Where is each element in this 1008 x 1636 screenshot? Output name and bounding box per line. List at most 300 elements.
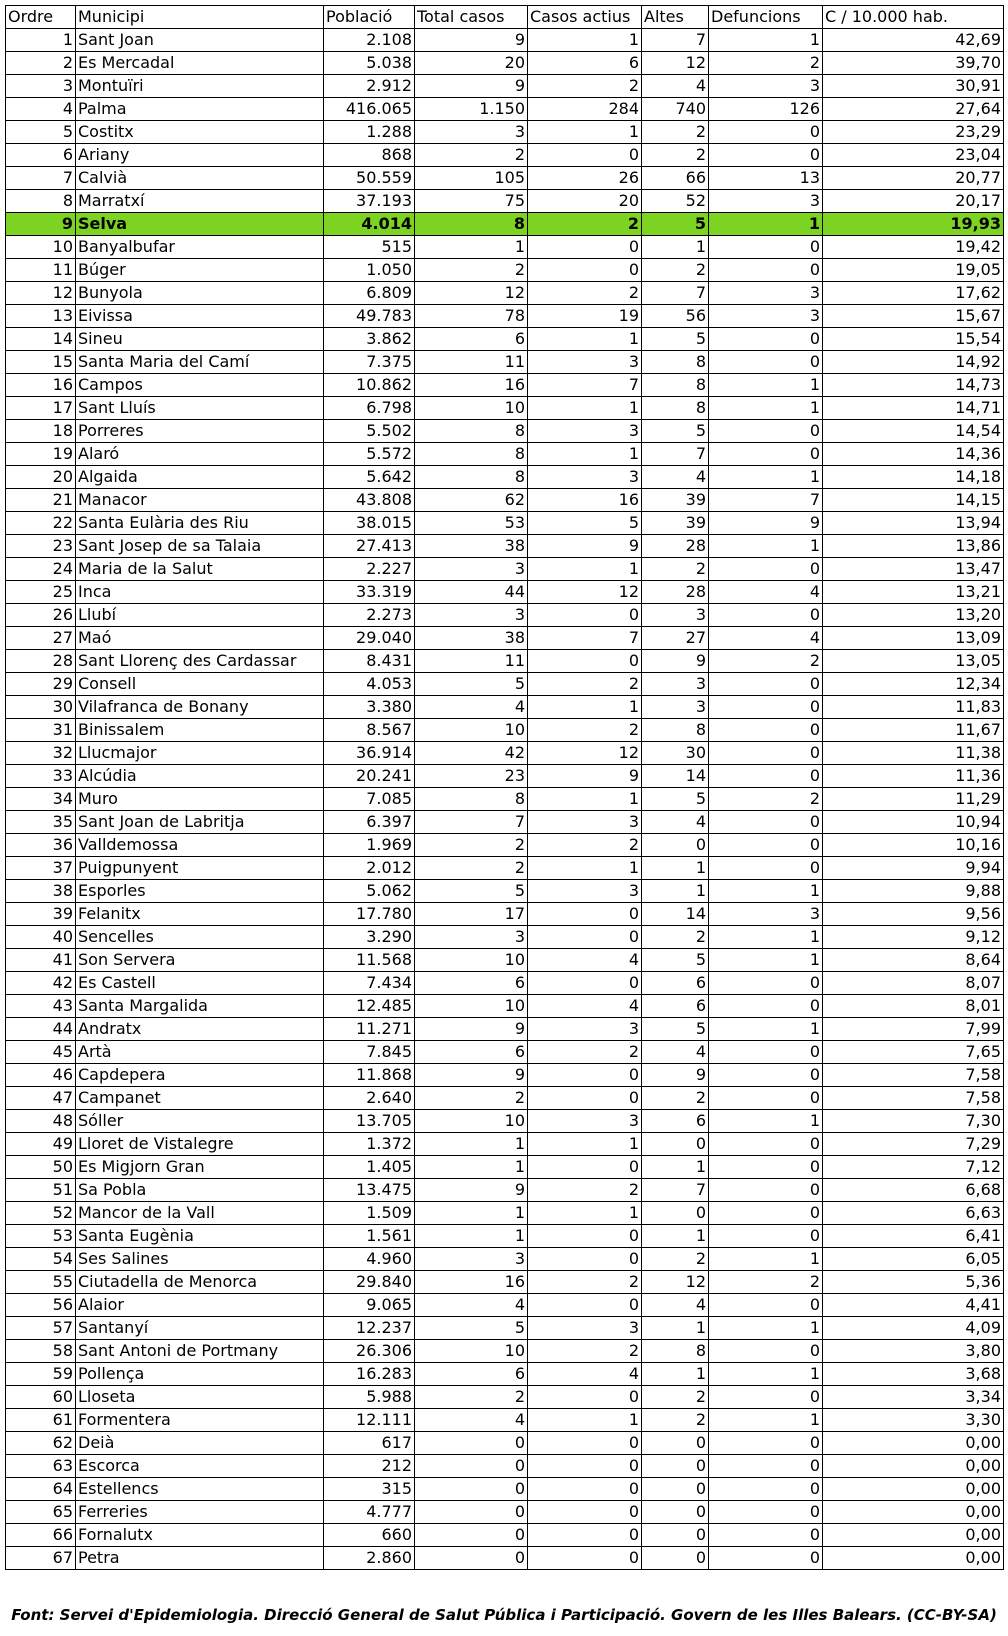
cell-altes: 740 bbox=[642, 98, 709, 121]
table-row bbox=[6, 1409, 1004, 1432]
cell-municipi: Santa Eulària des Riu bbox=[76, 512, 324, 535]
cell-ordre: 38 bbox=[6, 880, 76, 903]
cell-total-casos: 11 bbox=[415, 650, 528, 673]
cell-casos-actius: 0 bbox=[528, 903, 642, 926]
cell-total-casos: 2 bbox=[415, 834, 528, 857]
cell-total-casos: 9 bbox=[415, 75, 528, 98]
cell-poblacio: 1.372 bbox=[324, 1133, 415, 1156]
cell-defuncions: 2 bbox=[709, 788, 823, 811]
cell-altes: 66 bbox=[642, 167, 709, 190]
cell-poblacio: 6.397 bbox=[324, 811, 415, 834]
cell-altes: 27 bbox=[642, 627, 709, 650]
cell-altes: 7 bbox=[642, 29, 709, 52]
cell-casos-actius: 1 bbox=[528, 696, 642, 719]
cell-casos-actius: 2 bbox=[528, 834, 642, 857]
cell-municipi: Mancor de la Vall bbox=[76, 1202, 324, 1225]
cell-ordre: 40 bbox=[6, 926, 76, 949]
cell-rate: 14,54 bbox=[823, 420, 1004, 443]
cell-altes: 6 bbox=[642, 995, 709, 1018]
cell-municipi: Muro bbox=[76, 788, 324, 811]
cell-defuncions: 0 bbox=[709, 1386, 823, 1409]
cell-defuncions: 3 bbox=[709, 282, 823, 305]
cell-total-casos: 8 bbox=[415, 213, 528, 236]
cell-altes: 8 bbox=[642, 719, 709, 742]
cell-rate: 7,12 bbox=[823, 1156, 1004, 1179]
cell-poblacio: 20.241 bbox=[324, 765, 415, 788]
cell-rate: 14,18 bbox=[823, 466, 1004, 489]
cell-altes: 5 bbox=[642, 1018, 709, 1041]
cell-total-casos: 1.150 bbox=[415, 98, 528, 121]
cell-ordre: 21 bbox=[6, 489, 76, 512]
cell-poblacio: 1.405 bbox=[324, 1156, 415, 1179]
cell-rate: 20,17 bbox=[823, 190, 1004, 213]
cell-poblacio: 11.868 bbox=[324, 1064, 415, 1087]
cell-defuncions: 0 bbox=[709, 1478, 823, 1501]
cell-altes: 2 bbox=[642, 926, 709, 949]
cell-defuncions: 0 bbox=[709, 834, 823, 857]
cell-total-casos: 6 bbox=[415, 972, 528, 995]
cell-poblacio: 11.568 bbox=[324, 949, 415, 972]
cell-ordre: 41 bbox=[6, 949, 76, 972]
cell-casos-actius: 2 bbox=[528, 213, 642, 236]
cell-total-casos: 10 bbox=[415, 397, 528, 420]
cell-ordre: 2 bbox=[6, 52, 76, 75]
cell-poblacio: 1.288 bbox=[324, 121, 415, 144]
cell-altes: 14 bbox=[642, 765, 709, 788]
cell-poblacio: 10.862 bbox=[324, 374, 415, 397]
cell-municipi: Estellencs bbox=[76, 1478, 324, 1501]
cell-total-casos: 1 bbox=[415, 1225, 528, 1248]
cell-altes: 7 bbox=[642, 282, 709, 305]
cell-municipi: Manacor bbox=[76, 489, 324, 512]
table-row bbox=[6, 305, 1004, 328]
cell-altes: 0 bbox=[642, 1133, 709, 1156]
cell-defuncions: 2 bbox=[709, 1271, 823, 1294]
cell-defuncions: 0 bbox=[709, 1340, 823, 1363]
cell-casos-actius: 0 bbox=[528, 1547, 642, 1570]
cell-poblacio: 13.705 bbox=[324, 1110, 415, 1133]
cell-rate: 20,77 bbox=[823, 167, 1004, 190]
cell-altes: 5 bbox=[642, 788, 709, 811]
cell-rate: 9,88 bbox=[823, 880, 1004, 903]
cell-municipi: Deià bbox=[76, 1432, 324, 1455]
cell-poblacio: 660 bbox=[324, 1524, 415, 1547]
cell-poblacio: 16.283 bbox=[324, 1363, 415, 1386]
cell-total-casos: 8 bbox=[415, 443, 528, 466]
cell-altes: 28 bbox=[642, 535, 709, 558]
cell-casos-actius: 284 bbox=[528, 98, 642, 121]
cell-rate: 12,34 bbox=[823, 673, 1004, 696]
cell-municipi: Artà bbox=[76, 1041, 324, 1064]
cell-municipi: Es Castell bbox=[76, 972, 324, 995]
cell-casos-actius: 20 bbox=[528, 190, 642, 213]
cell-municipi: Santa Margalida bbox=[76, 995, 324, 1018]
cell-altes: 39 bbox=[642, 489, 709, 512]
cell-altes: 39 bbox=[642, 512, 709, 535]
cell-casos-actius: 7 bbox=[528, 374, 642, 397]
table-row bbox=[6, 834, 1004, 857]
cell-poblacio: 1.561 bbox=[324, 1225, 415, 1248]
cell-total-casos: 2 bbox=[415, 144, 528, 167]
cell-casos-actius: 3 bbox=[528, 1317, 642, 1340]
cell-rate: 3,80 bbox=[823, 1340, 1004, 1363]
cell-total-casos: 20 bbox=[415, 52, 528, 75]
cell-municipi: Sant Lluís bbox=[76, 397, 324, 420]
cell-total-casos: 3 bbox=[415, 121, 528, 144]
cell-casos-actius: 0 bbox=[528, 1386, 642, 1409]
cell-total-casos: 38 bbox=[415, 535, 528, 558]
table-row bbox=[6, 1271, 1004, 1294]
cell-casos-actius: 1 bbox=[528, 29, 642, 52]
cell-poblacio: 7.845 bbox=[324, 1041, 415, 1064]
municipality-cases-table bbox=[5, 5, 1004, 1570]
cell-ordre: 29 bbox=[6, 673, 76, 696]
cell-defuncions: 1 bbox=[709, 1248, 823, 1271]
cell-poblacio: 27.413 bbox=[324, 535, 415, 558]
cell-total-casos: 3 bbox=[415, 926, 528, 949]
cell-poblacio: 7.375 bbox=[324, 351, 415, 374]
cell-defuncions: 7 bbox=[709, 489, 823, 512]
cell-rate: 4,09 bbox=[823, 1317, 1004, 1340]
table-row bbox=[6, 1064, 1004, 1087]
cell-casos-actius: 2 bbox=[528, 673, 642, 696]
cell-total-casos: 75 bbox=[415, 190, 528, 213]
cell-poblacio: 1.050 bbox=[324, 259, 415, 282]
cell-defuncions: 0 bbox=[709, 696, 823, 719]
cell-municipi: Montuïri bbox=[76, 75, 324, 98]
cell-total-casos: 8 bbox=[415, 420, 528, 443]
cell-altes: 5 bbox=[642, 420, 709, 443]
cell-ordre: 33 bbox=[6, 765, 76, 788]
cell-casos-actius: 3 bbox=[528, 811, 642, 834]
cell-ordre: 27 bbox=[6, 627, 76, 650]
cell-defuncions: 1 bbox=[709, 1363, 823, 1386]
cell-poblacio: 12.111 bbox=[324, 1409, 415, 1432]
table-row bbox=[6, 236, 1004, 259]
cell-total-casos: 0 bbox=[415, 1547, 528, 1570]
cell-total-casos: 2 bbox=[415, 1386, 528, 1409]
cell-municipi: Formentera bbox=[76, 1409, 324, 1432]
cell-defuncions: 0 bbox=[709, 1501, 823, 1524]
cell-ordre: 44 bbox=[6, 1018, 76, 1041]
cell-casos-actius: 3 bbox=[528, 466, 642, 489]
cell-ordre: 66 bbox=[6, 1524, 76, 1547]
cell-total-casos: 8 bbox=[415, 466, 528, 489]
cell-casos-actius: 1 bbox=[528, 121, 642, 144]
cell-poblacio: 4.777 bbox=[324, 1501, 415, 1524]
cell-ordre: 11 bbox=[6, 259, 76, 282]
cell-rate: 39,70 bbox=[823, 52, 1004, 75]
cell-defuncions: 2 bbox=[709, 650, 823, 673]
cell-municipi: Porreres bbox=[76, 420, 324, 443]
cell-poblacio: 26.306 bbox=[324, 1340, 415, 1363]
cell-casos-actius: 0 bbox=[528, 1524, 642, 1547]
cell-altes: 1 bbox=[642, 1317, 709, 1340]
cell-defuncions: 0 bbox=[709, 236, 823, 259]
table-row bbox=[6, 144, 1004, 167]
table-row bbox=[6, 1294, 1004, 1317]
cell-altes: 4 bbox=[642, 1294, 709, 1317]
cell-municipi: Santa Maria del Camí bbox=[76, 351, 324, 374]
cell-defuncions: 0 bbox=[709, 995, 823, 1018]
cell-altes: 0 bbox=[642, 1501, 709, 1524]
cell-poblacio: 2.912 bbox=[324, 75, 415, 98]
cell-total-casos: 3 bbox=[415, 604, 528, 627]
cell-ordre: 34 bbox=[6, 788, 76, 811]
cell-municipi: Fornalutx bbox=[76, 1524, 324, 1547]
cell-poblacio: 2.640 bbox=[324, 1087, 415, 1110]
cell-altes: 1 bbox=[642, 857, 709, 880]
table-row bbox=[6, 788, 1004, 811]
cell-municipi: Santa Eugènia bbox=[76, 1225, 324, 1248]
cell-defuncions: 0 bbox=[709, 1179, 823, 1202]
cell-poblacio: 4.053 bbox=[324, 673, 415, 696]
cell-altes: 52 bbox=[642, 190, 709, 213]
cell-rate: 7,58 bbox=[823, 1064, 1004, 1087]
table-row-highlighted bbox=[6, 213, 1004, 236]
cell-altes: 4 bbox=[642, 75, 709, 98]
cell-rate: 6,05 bbox=[823, 1248, 1004, 1271]
cell-casos-actius: 12 bbox=[528, 581, 642, 604]
cell-poblacio: 43.808 bbox=[324, 489, 415, 512]
cell-rate: 19,05 bbox=[823, 259, 1004, 282]
cell-defuncions: 3 bbox=[709, 190, 823, 213]
cell-municipi: Sant Joan de Labritja bbox=[76, 811, 324, 834]
table-row bbox=[6, 1087, 1004, 1110]
cell-ordre: 56 bbox=[6, 1294, 76, 1317]
table-row bbox=[6, 512, 1004, 535]
cell-ordre: 15 bbox=[6, 351, 76, 374]
cell-defuncions: 1 bbox=[709, 926, 823, 949]
table-row bbox=[6, 765, 1004, 788]
header-altes: Altes bbox=[642, 6, 709, 29]
cell-casos-actius: 9 bbox=[528, 535, 642, 558]
cell-poblacio: 416.065 bbox=[324, 98, 415, 121]
cell-rate: 14,36 bbox=[823, 443, 1004, 466]
cell-defuncions: 0 bbox=[709, 144, 823, 167]
cell-municipi: Maria de la Salut bbox=[76, 558, 324, 581]
cell-poblacio: 7.434 bbox=[324, 972, 415, 995]
cell-altes: 6 bbox=[642, 1110, 709, 1133]
cell-rate: 27,64 bbox=[823, 98, 1004, 121]
cell-ordre: 8 bbox=[6, 190, 76, 213]
cell-defuncions: 0 bbox=[709, 443, 823, 466]
cell-altes: 1 bbox=[642, 1156, 709, 1179]
cell-ordre: 19 bbox=[6, 443, 76, 466]
cell-poblacio: 8.567 bbox=[324, 719, 415, 742]
header-row bbox=[6, 6, 1004, 29]
cell-ordre: 57 bbox=[6, 1317, 76, 1340]
cell-total-casos: 1 bbox=[415, 1133, 528, 1156]
cell-poblacio: 11.271 bbox=[324, 1018, 415, 1041]
cell-casos-actius: 2 bbox=[528, 719, 642, 742]
cell-poblacio: 2.012 bbox=[324, 857, 415, 880]
cell-municipi: Ferreries bbox=[76, 1501, 324, 1524]
cell-municipi: Algaida bbox=[76, 466, 324, 489]
cell-altes: 7 bbox=[642, 443, 709, 466]
table-row bbox=[6, 581, 1004, 604]
cell-casos-actius: 3 bbox=[528, 1018, 642, 1041]
cell-poblacio: 868 bbox=[324, 144, 415, 167]
cell-casos-actius: 1 bbox=[528, 857, 642, 880]
source-footer: Font: Servei d'Epidemiologia. Direcció General de Salut Pública i Participació. Govern de les Illes Balears. (CC-BY-SA) bbox=[11, 1606, 997, 1624]
cell-defuncions: 3 bbox=[709, 305, 823, 328]
cell-ordre: 20 bbox=[6, 466, 76, 489]
cell-rate: 7,99 bbox=[823, 1018, 1004, 1041]
cell-poblacio: 3.380 bbox=[324, 696, 415, 719]
cell-ordre: 52 bbox=[6, 1202, 76, 1225]
cell-poblacio: 12.237 bbox=[324, 1317, 415, 1340]
cell-total-casos: 44 bbox=[415, 581, 528, 604]
table-body bbox=[6, 29, 1004, 1570]
cell-defuncions: 0 bbox=[709, 1041, 823, 1064]
cell-municipi: Ses Salines bbox=[76, 1248, 324, 1271]
table-row bbox=[6, 1317, 1004, 1340]
header-poblacio: Població bbox=[324, 6, 415, 29]
cell-poblacio: 29.040 bbox=[324, 627, 415, 650]
cell-poblacio: 6.798 bbox=[324, 397, 415, 420]
cell-casos-actius: 0 bbox=[528, 1432, 642, 1455]
cell-defuncions: 0 bbox=[709, 673, 823, 696]
cell-altes: 5 bbox=[642, 949, 709, 972]
cell-poblacio: 9.065 bbox=[324, 1294, 415, 1317]
cell-defuncions: 0 bbox=[709, 1524, 823, 1547]
cell-altes: 1 bbox=[642, 1363, 709, 1386]
cell-defuncions: 1 bbox=[709, 1409, 823, 1432]
cell-casos-actius: 16 bbox=[528, 489, 642, 512]
cell-defuncions: 0 bbox=[709, 604, 823, 627]
cell-ordre: 39 bbox=[6, 903, 76, 926]
table-row bbox=[6, 489, 1004, 512]
cell-casos-actius: 26 bbox=[528, 167, 642, 190]
cell-casos-actius: 0 bbox=[528, 1087, 642, 1110]
cell-casos-actius: 2 bbox=[528, 1179, 642, 1202]
cell-municipi: Escorca bbox=[76, 1455, 324, 1478]
cell-municipi: Alaior bbox=[76, 1294, 324, 1317]
cell-ordre: 58 bbox=[6, 1340, 76, 1363]
cell-altes: 1 bbox=[642, 236, 709, 259]
cell-casos-actius: 12 bbox=[528, 742, 642, 765]
cell-ordre: 23 bbox=[6, 535, 76, 558]
header-municipi: Municipi bbox=[76, 6, 324, 29]
table-row bbox=[6, 1478, 1004, 1501]
table-row bbox=[6, 1202, 1004, 1225]
cell-casos-actius: 1 bbox=[528, 558, 642, 581]
cell-total-casos: 9 bbox=[415, 29, 528, 52]
cell-municipi: Palma bbox=[76, 98, 324, 121]
cell-ordre: 31 bbox=[6, 719, 76, 742]
cell-casos-actius: 2 bbox=[528, 1271, 642, 1294]
cell-altes: 28 bbox=[642, 581, 709, 604]
cell-defuncions: 0 bbox=[709, 259, 823, 282]
cell-municipi: Binissalem bbox=[76, 719, 324, 742]
cell-municipi: Esporles bbox=[76, 880, 324, 903]
cell-casos-actius: 2 bbox=[528, 282, 642, 305]
table-row bbox=[6, 1386, 1004, 1409]
cell-poblacio: 2.227 bbox=[324, 558, 415, 581]
cell-ordre: 30 bbox=[6, 696, 76, 719]
cell-defuncions: 0 bbox=[709, 121, 823, 144]
cell-rate: 17,62 bbox=[823, 282, 1004, 305]
cell-total-casos: 0 bbox=[415, 1432, 528, 1455]
cell-ordre: 3 bbox=[6, 75, 76, 98]
cell-rate: 0,00 bbox=[823, 1524, 1004, 1547]
cell-total-casos: 5 bbox=[415, 880, 528, 903]
cell-poblacio: 13.475 bbox=[324, 1179, 415, 1202]
cell-total-casos: 62 bbox=[415, 489, 528, 512]
cell-municipi: Valldemossa bbox=[76, 834, 324, 857]
cell-total-casos: 2 bbox=[415, 1087, 528, 1110]
cell-altes: 2 bbox=[642, 1386, 709, 1409]
cell-altes: 5 bbox=[642, 213, 709, 236]
cell-ordre: 28 bbox=[6, 650, 76, 673]
cell-ordre: 37 bbox=[6, 857, 76, 880]
cell-defuncions: 0 bbox=[709, 328, 823, 351]
cell-municipi: Inca bbox=[76, 581, 324, 604]
table-row bbox=[6, 443, 1004, 466]
cell-ordre: 42 bbox=[6, 972, 76, 995]
data-table-container bbox=[5, 5, 1004, 1570]
cell-altes: 9 bbox=[642, 1064, 709, 1087]
cell-total-casos: 12 bbox=[415, 282, 528, 305]
cell-casos-actius: 0 bbox=[528, 972, 642, 995]
cell-poblacio: 5.038 bbox=[324, 52, 415, 75]
cell-altes: 3 bbox=[642, 696, 709, 719]
cell-defuncions: 1 bbox=[709, 535, 823, 558]
table-row bbox=[6, 995, 1004, 1018]
cell-ordre: 32 bbox=[6, 742, 76, 765]
cell-municipi: Puigpunyent bbox=[76, 857, 324, 880]
table-row bbox=[6, 926, 1004, 949]
cell-poblacio: 2.273 bbox=[324, 604, 415, 627]
table-row bbox=[6, 1547, 1004, 1570]
cell-rate: 11,38 bbox=[823, 742, 1004, 765]
cell-total-casos: 0 bbox=[415, 1524, 528, 1547]
cell-casos-actius: 3 bbox=[528, 880, 642, 903]
cell-defuncions: 1 bbox=[709, 374, 823, 397]
cell-poblacio: 315 bbox=[324, 1478, 415, 1501]
cell-casos-actius: 0 bbox=[528, 604, 642, 627]
cell-municipi: Alcúdia bbox=[76, 765, 324, 788]
cell-altes: 0 bbox=[642, 1202, 709, 1225]
cell-altes: 2 bbox=[642, 121, 709, 144]
cell-rate: 23,29 bbox=[823, 121, 1004, 144]
cell-defuncions: 0 bbox=[709, 972, 823, 995]
cell-altes: 8 bbox=[642, 351, 709, 374]
cell-casos-actius: 1 bbox=[528, 1133, 642, 1156]
table-row bbox=[6, 1363, 1004, 1386]
cell-altes: 30 bbox=[642, 742, 709, 765]
cell-altes: 2 bbox=[642, 259, 709, 282]
cell-rate: 4,41 bbox=[823, 1294, 1004, 1317]
cell-poblacio: 3.290 bbox=[324, 926, 415, 949]
table-row bbox=[6, 1340, 1004, 1363]
cell-ordre: 26 bbox=[6, 604, 76, 627]
cell-rate: 3,34 bbox=[823, 1386, 1004, 1409]
cell-ordre: 49 bbox=[6, 1133, 76, 1156]
cell-altes: 8 bbox=[642, 1340, 709, 1363]
cell-defuncions: 1 bbox=[709, 880, 823, 903]
cell-altes: 12 bbox=[642, 52, 709, 75]
cell-poblacio: 2.860 bbox=[324, 1547, 415, 1570]
cell-altes: 5 bbox=[642, 328, 709, 351]
cell-total-casos: 5 bbox=[415, 1317, 528, 1340]
table-row bbox=[6, 1501, 1004, 1524]
cell-defuncions: 1 bbox=[709, 29, 823, 52]
cell-poblacio: 12.485 bbox=[324, 995, 415, 1018]
cell-total-casos: 42 bbox=[415, 742, 528, 765]
table-row bbox=[6, 29, 1004, 52]
